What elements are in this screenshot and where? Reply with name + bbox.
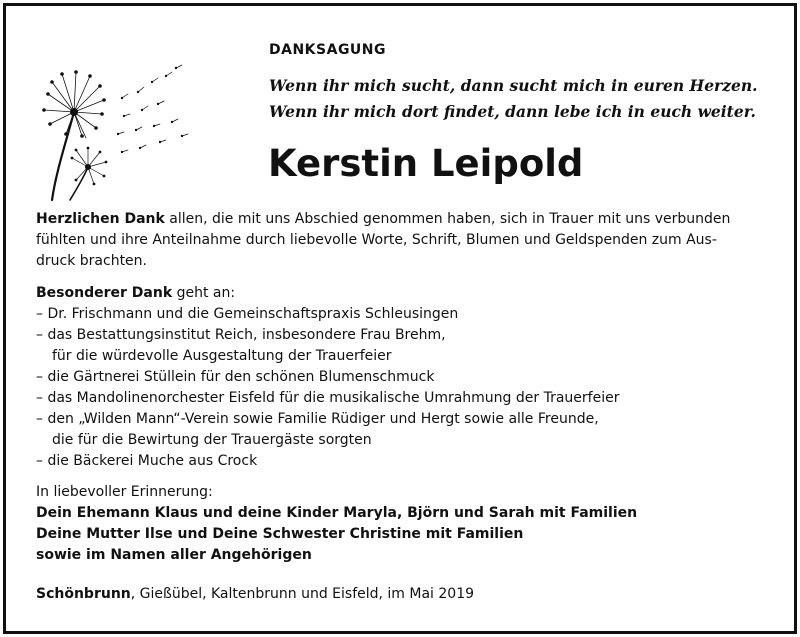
special-thanks (36, 283, 776, 472)
list-item: die für die Bewirtung der Trauergäste sorgten (52, 432, 372, 448)
special-rest: geht an: (172, 285, 236, 301)
thanks-line-1: allen, die mit uns Abschied genommen haben, sich in Trauer mit uns verbunden (164, 211, 731, 227)
memory-intro: In liebevoller Erinnerung: (36, 484, 213, 500)
deceased-name: Kerstin Leipold (268, 142, 584, 185)
list-item: – das Bestattungsinstitut Reich, insbesondere Frau Brehm, (36, 327, 446, 343)
dandelion-icon (26, 52, 211, 202)
list-item: – die Gärtnerei Stüllein für den schönen Blumenschmuck (36, 369, 435, 385)
thanks-bold: Herzlichen Dank (36, 211, 165, 227)
list-item: – den „Wilden Mann“-Verein sowie Familie Rüdiger und Hergt sowie alle Freunde, (36, 411, 599, 427)
header-label: DANKSAGUNG (269, 42, 387, 58)
list-item: für die würdevolle Ausgestaltung der Trauerfeier (52, 348, 392, 364)
thanks-line-2: fühlten und ihre Anteilnahme durch liebevolle Worte, Schrift, Blumen und Geldspenden zum Aus- (36, 232, 717, 248)
list-item: – die Bäckerei Muche aus Crock (36, 453, 258, 469)
memory-line-3: sowie im Namen aller Angehörigen (36, 547, 312, 563)
footer-bold: Schönbrunn (36, 586, 131, 602)
list-item: – Dr. Frischmann und die Gemeinschaftspraxis Schleusingen (36, 306, 459, 322)
list-item: – das Mandolinenorchester Eisfeld für die musikalische Umrahmung der Trauerfeier (36, 390, 620, 406)
thanks-line-3: druck brachten. (36, 253, 147, 269)
footer-rest: , Gießübel, Kaltenbrunn und Eisfeld, im Mai 2019 (130, 586, 475, 602)
notice-frame (3, 3, 797, 634)
memory-section (36, 482, 776, 566)
memory-line-1: Dein Ehemann Klaus und deine Kinder Maryla, Björn und Sarah mit Familien (36, 505, 638, 521)
special-bold: Besonderer Dank (36, 285, 173, 301)
quote-line-2: Wenn ihr mich dort findet, dann lebe ich in euch weiter. (269, 102, 756, 121)
quote-line-1: Wenn ihr mich sucht, dann sucht mich in euren Herzen. (269, 76, 758, 95)
footer-location-date (36, 584, 776, 605)
thanks-paragraph (36, 209, 776, 272)
memory-line-2: Deine Mutter Ilse und Deine Schwester Christine mit Familien (36, 526, 524, 542)
